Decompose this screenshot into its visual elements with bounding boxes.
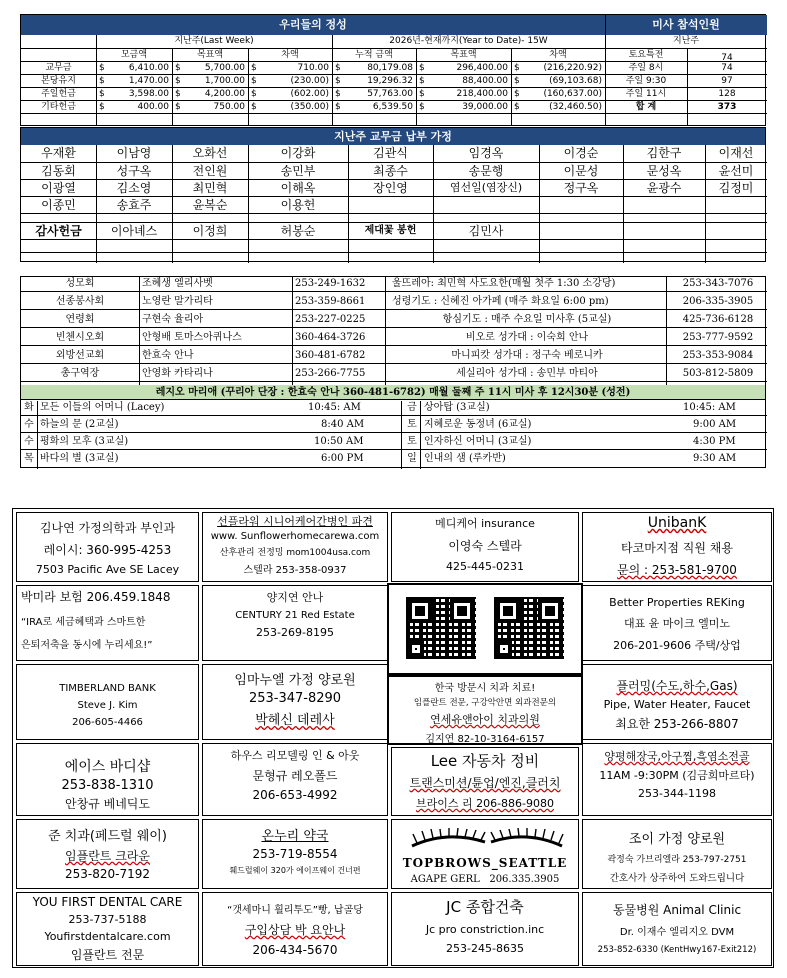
ad-realty: 양지연 안나 CENTURY 21 Red Estate 253-269-8195 (202, 585, 388, 661)
finance-row: 본당유지 $ 1,470.00 $ 1,700.00 $ (230.00) $ 19,296.32 $ 88,400.00 $ (69,103.68) 주일 9:30 97 (21, 74, 767, 87)
ad-sunflower-care: 선플라워 시니어케어간병인 파견 www. Sunflowerhomecarewa.com 산후관리 전정밍 mom1004usa.com 스텔라 253-358-0937 (202, 512, 388, 582)
directory-table (20, 276, 766, 468)
qr-code-icon[interactable] (406, 597, 476, 659)
directory-row: 외방선교회 한효숙 안나 360-481-6782 마니피캇 성가대 : 정구숙 베로니카 253-353-9084 (21, 349, 767, 364)
col-cumulative: 누적 금액 (355, 50, 393, 60)
ads-grid (12, 508, 774, 968)
attendance-value-3: 128 (718, 89, 736, 99)
ad-plumbing: 플러밍(수도,하수,Gas) Pipe, Water Heater, Faucet 최요한 253-266-8807 (582, 664, 772, 740)
member-row: 이광열 김소영 최민혁 이해옥 장인영 염선일(염장신) 정구옥 윤광수 김정미 (21, 179, 767, 196)
legio-mariae-banner: 레지오 마리애 (꾸리아 단장 : 한효숙 안나 360-481-6782) 매월 둘째 주 11시 미사 후 12시30분 (성전) (21, 385, 765, 400)
qr-codes (387, 583, 583, 675)
attendance-total-label: 합 계 (635, 102, 657, 112)
schedule-row: 목 바다의 별 (3교실) 6:00 PM 일 인내의 샘 (루카반) 9:30 AM (24, 453, 737, 464)
attendance-value-2: 97 (721, 76, 733, 86)
ad-jc-construction: JC 종합건축 Jc pro constriction.inc 253-245-8635 (391, 892, 579, 966)
member-row: 이종민 송효주 윤복순 이용헌 (21, 196, 767, 213)
col-diff: 차액 (281, 50, 299, 60)
member-row: 우재환 이남영 오화선 이강화 김관식 임경옥 이경순 김한구 이재선 (41, 146, 754, 160)
members-table (20, 127, 766, 262)
ad-insurance-park: 박미라 보험 206.459.1848 “IRA로 세금혜택과 스마트한 은퇴저축을 동시에 누리세요!” (16, 585, 199, 661)
finance-table (20, 14, 766, 126)
attendance-last-week-header: 지난주 (672, 36, 700, 46)
attendance-value-0: 74 (721, 53, 733, 63)
col-diff2: 차액 (549, 50, 567, 60)
directory-row: 연령회 구현숙 율리아 253-227-0225 항심기도 : 매주 수요일 미사후 (5교실) 425-736-6128 (21, 313, 767, 328)
directory-row: 총구역장 안영화 카타리나 253-266-7755 세실리아 성가대 : 송민부 마티아 503-812-5809 (21, 367, 767, 382)
finance-row: 기타헌금 $ 400.00 $ 750.00 $ (350.00) $ 6,539.50 $ 39,000.00 $ (32,460.50) 합 계 373 (21, 100, 767, 113)
ad-joy-home: 조이 가정 양로원 곽정숙 가브리엘라 253-797-2751 간호사가 상주하여 도와드립니다 (582, 819, 772, 889)
attendance-label-0: 토요특전 (628, 50, 664, 60)
attendance-label-2: 주일 9:30 (625, 76, 667, 86)
ad-remodeling: 하우스 리모델링 인 & 아웃 문형규 레오폴드 206-653-4992 (202, 743, 388, 816)
ytd-header: 2026년-현재까지(Year to Date)- 15W (389, 36, 548, 46)
schedule-row: 화 모든 이들의 어머니 (Lacey) 10:45: AM 금 상아탑 (3교실) 10:45: AM (21, 401, 767, 416)
ad-topbrows: TOPBROWS_SEATTLE AGAPE GERL 206.335.3905 (391, 819, 579, 889)
ad-ace-bodyshop: 에이스 바디샵 253-838-1310 안창규 베네딕도 (16, 743, 199, 816)
ad-unibank: UnibanK 타코마지점 직원 채용 문의 : 253-581-9700 (582, 512, 772, 582)
last-week-header: 지난주(Last Week) (174, 36, 254, 46)
ad-yonsei-dental: 한국 방문시 치과 치료! 임플란트 전문, 구강악안면 외과전문의 연세유앤아이 치과의원 김지연 82-10-3164-6157 (387, 675, 583, 745)
ad-korean-restaurant: 양평해장국,아구찜,흑염소전골 11AM -9:30PM (김금희마르타) 253-344-1198 (582, 743, 772, 816)
directory-row: 빈첸시오회 안형배 토마스아퀴나스 360-464-3726 비오로 성가대 : 이숙희 안나 253-777-9592 (21, 331, 767, 346)
members-title: 지난주 교무금 납부 가정 (21, 128, 765, 145)
directory-row: 성모회 조혜생 엘리사벳 253-249-1632 울뜨레아: 최민혁 사도요한(매월 첫주 1:30 소강당) 253-343-7076 (21, 277, 767, 292)
finance-row: 교무금 $ 6,410.00 $ 5,700.00 $ 710.00 $ 80,179.08 $ 296,400.00 $ (216,220.92) 주일 8시 74 (21, 61, 767, 74)
thanks-label: 감사헌금 (35, 224, 82, 238)
eyelashes-icon (407, 828, 567, 850)
member-row: 김동회 성구옥 전인원 송민부 최종수 송문행 이문성 문성옥 윤선미 (21, 162, 767, 179)
col-collected: 모금액 (120, 50, 148, 60)
schedule-row: 수 하늘의 문 (2교실) 8:40 AM 토 지혜로운 동정녀 (6교실) 9:00 AM (21, 418, 767, 433)
col-target: 목표액 (196, 50, 224, 60)
col-target2: 목표액 (450, 50, 477, 60)
ad-medicare: 메디케어 insurance 이영숙 스텔라 425-445-0231 (391, 512, 579, 582)
ad-onnuri-pharmacy: 온누리 약국 253-719-8554 훼드럴웨이 320가 에이프웨이 건너편 (202, 819, 388, 889)
ad-timberland-bank: TIMBERLAND BANK Steve J. Kim 206-605-4466 (16, 664, 199, 740)
finance-title: 우리들의 정성 (21, 15, 605, 35)
attendance-label-1: 주일 8시 (628, 63, 664, 73)
ad-lee-auto: Lee 자동차 정비 트랜스미션/튠업/엔진,클러치 브라이스 리 206-886-9080 (391, 747, 579, 816)
ad-animal-clinic: 동물병원 Animal Clinic Dr. 이재수 엘리지오 DVM 253-852-6330 (KentHwy167-Exit212) (582, 892, 772, 966)
qr-code-icon[interactable] (494, 597, 564, 659)
ad-you-first-dental: YOU FIRST DENTAL CARE 253-737-5188 Youfirstdentalcare.com 임플란트 전문 (16, 892, 199, 966)
attendance-total-value: 373 (717, 102, 737, 112)
finance-row: 주일헌금 $ 3,598.00 $ 4,200.00 $ (602.00) $ 57,763.00 $ 218,400.00 $ (160,637.00) 주일 11시 128 (21, 87, 767, 100)
attendance-label-3: 주일 11시 (625, 89, 667, 99)
directory-row: 선종봉사회 노영란 말가리타 253-359-8661 성령기도 : 신혜진 아가페 (매주 화요일 6:00 pm) 206-335-3905 (21, 295, 767, 310)
ad-jun-dental: 준 치과(페드럴 웨이) 임플란트 크라운 253-820-7192 (16, 819, 199, 889)
ad-better-properties: Better Properties REKing 대표 윤 마이크 엘미노 206-201-9606 주택/상업 (582, 585, 772, 661)
ad-gethsemane: “갯세마니 휠리투도”빵, 납골당 구입상담 박 요안나 206-434-5670 (202, 892, 388, 966)
schedule-row: 수 평화의 모후 (3교실) 10:50 AM 토 인자하신 어머니 (3교실) 4:30 PM (21, 435, 767, 450)
ad-family-clinic: 김나연 가정의학과 부인과 레이시: 360-995-4253 7503 Pacific Ave SE Lacey (16, 512, 199, 582)
ad-immanuel-home: 임마누엘 가정 양로원 253-347-8290 박헤신 데레사 (202, 664, 388, 740)
attendance-value-1: 74 (721, 63, 733, 73)
thanks-row: 감사헌금 이아녜스 이정희 허봉순 제대꽃 봉헌 김민사 (21, 222, 767, 239)
attendance-title: 미사 참석인원 (605, 15, 767, 35)
